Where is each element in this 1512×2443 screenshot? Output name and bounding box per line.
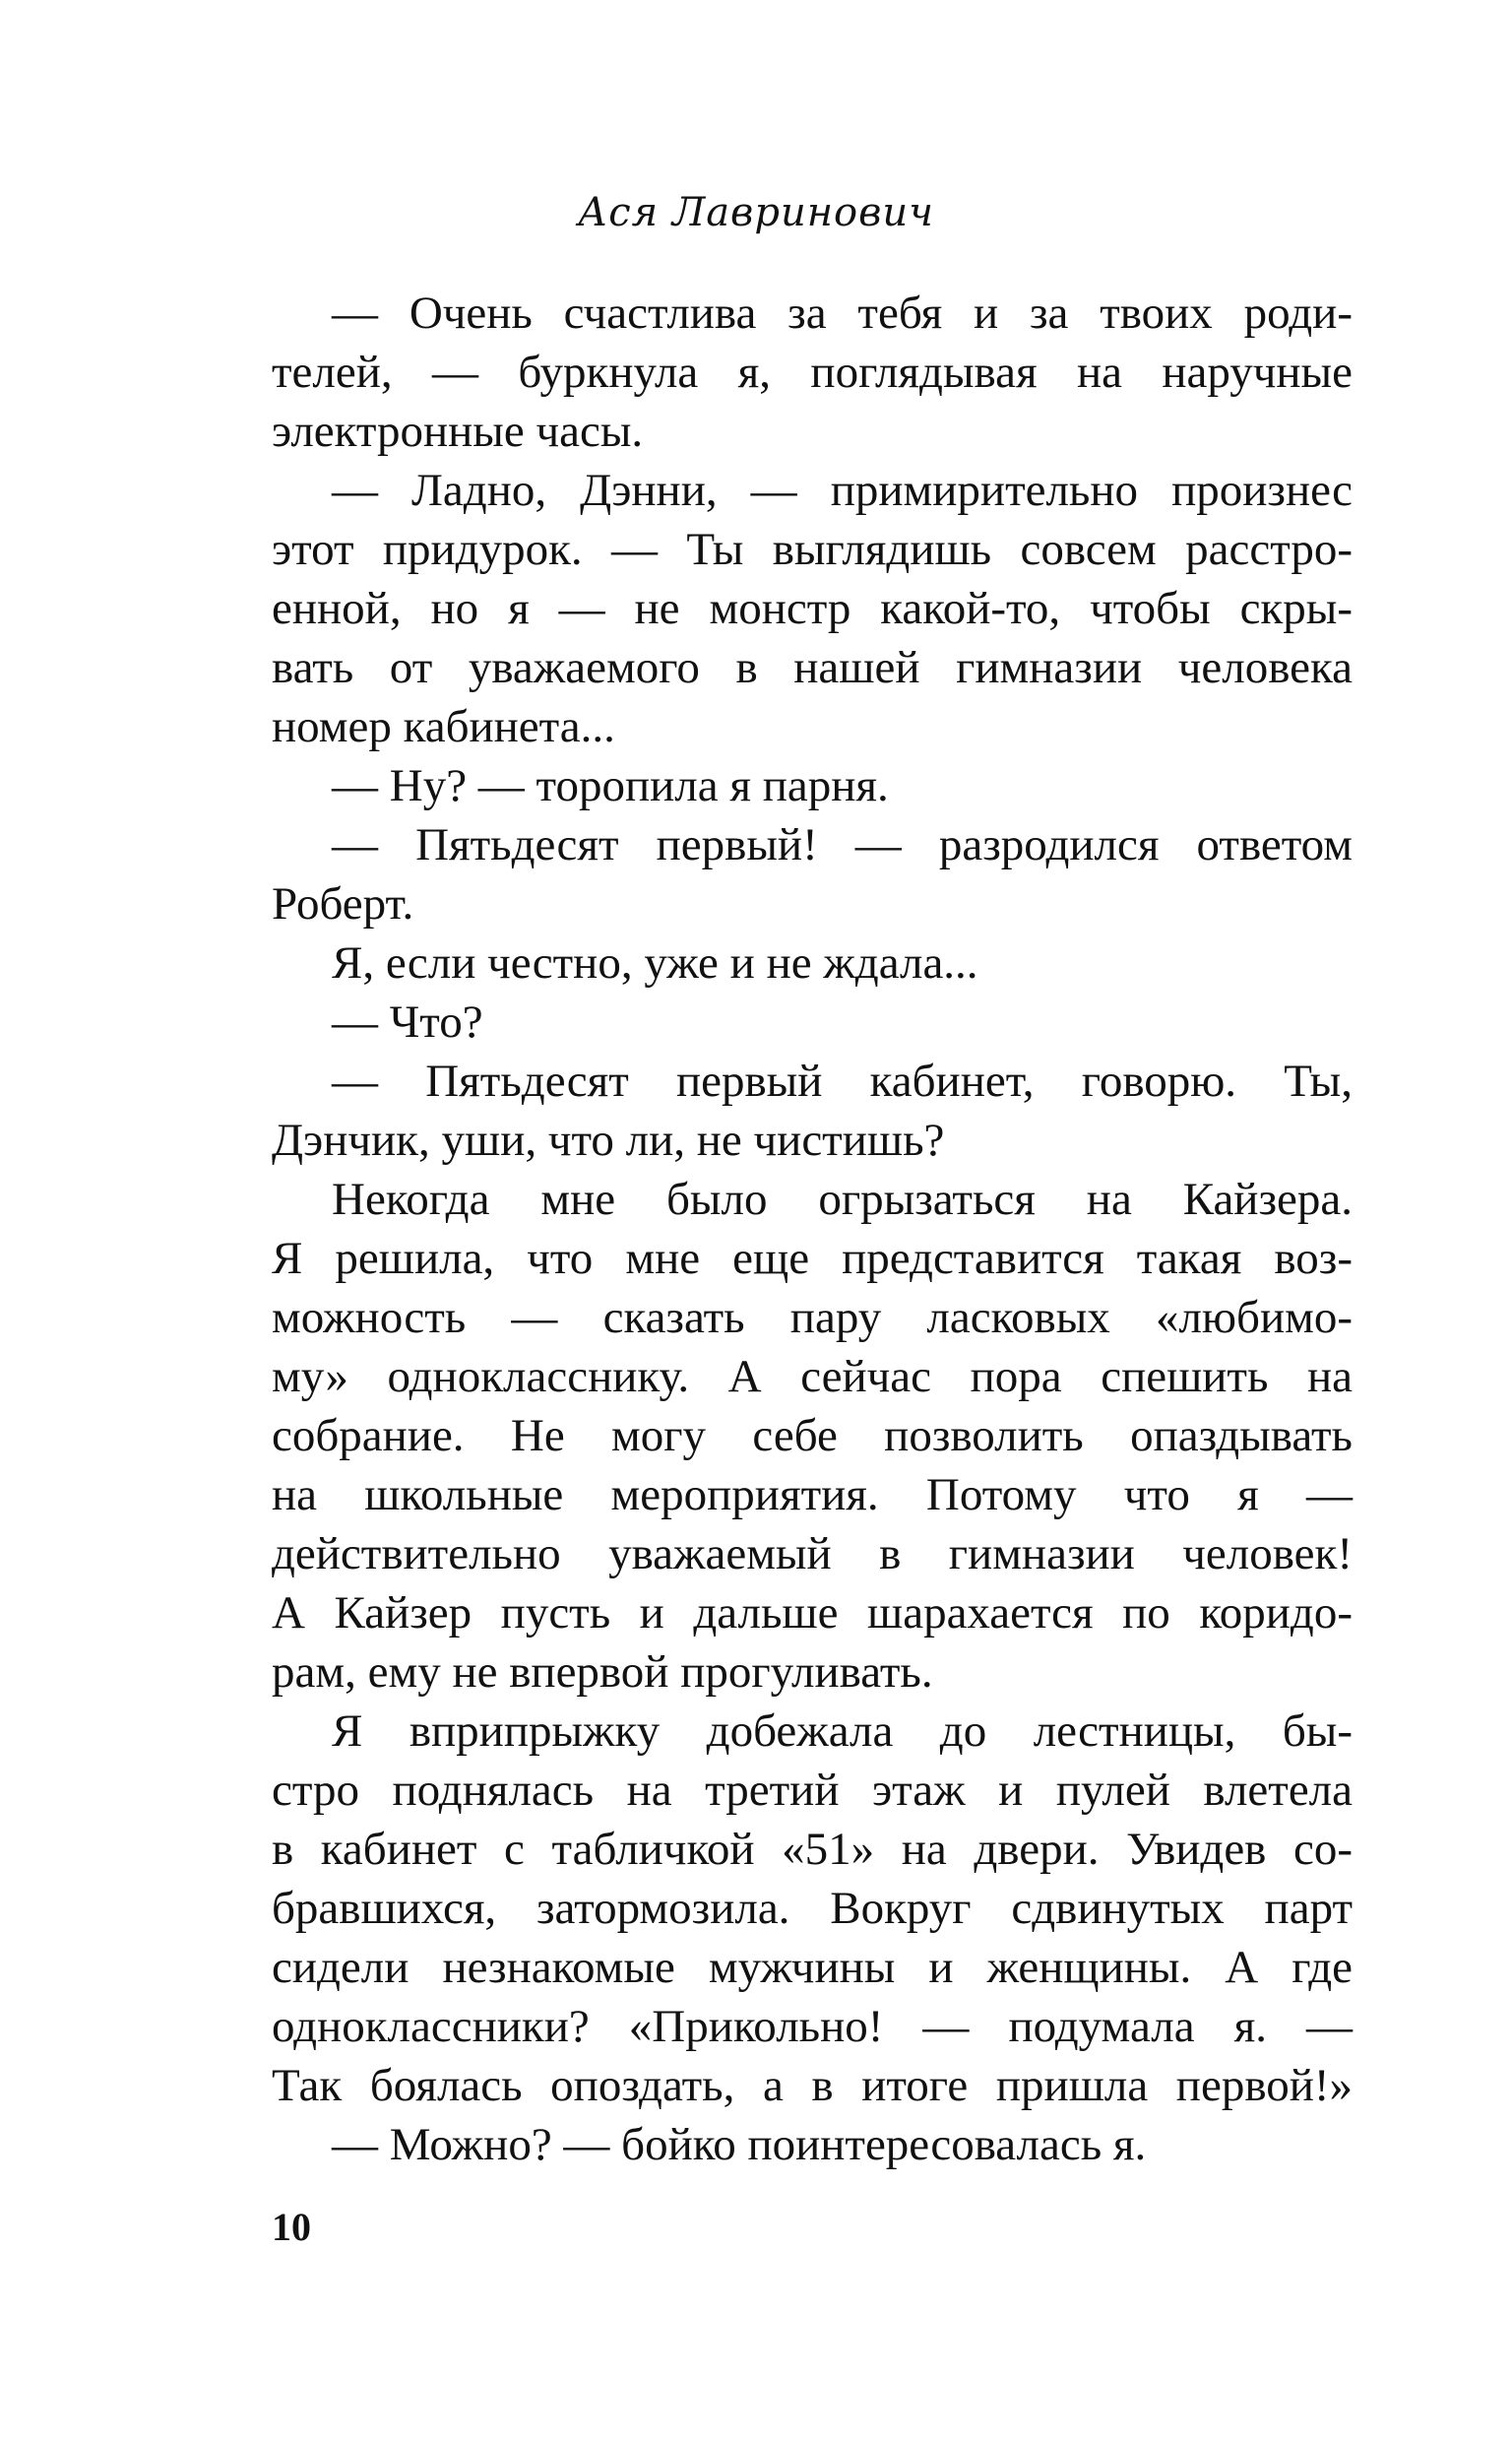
text-line: стро поднялась на третий этаж и пулей влетела	[272, 1765, 1353, 1816]
text-line: в кабинет с табличкой «51» на двери. Увидев со-	[272, 1824, 1353, 1875]
text-line: му» однокласснику. А сейчас пора спешить на	[272, 1351, 1353, 1402]
page-number: 10	[272, 2205, 311, 2249]
running-head-author: Ася Лавринович	[577, 190, 935, 235]
text-line: рам, ему не впервой прогуливать.	[272, 1646, 933, 1698]
text-line: Некогда мне было огрызаться на Кайзера.	[332, 1174, 1353, 1225]
text-line: Так боялась опоздать, а в итоге пришла первой!»	[272, 2060, 1353, 2111]
text-line: Я решила, что мне еще представится такая воз-	[272, 1233, 1353, 1284]
text-line: электронные часы.	[272, 406, 644, 457]
body-text	[272, 284, 1353, 2174]
text-line: этот придурок. — Ты выглядишь совсем расстро-	[272, 524, 1353, 575]
text-line: — Что?	[332, 996, 483, 1048]
text-line: А Кайзер пусть и дальше шарахается по коридо-	[272, 1587, 1353, 1639]
text-line: действительно уважаемый в гимназии человек!	[272, 1528, 1353, 1579]
text-line: сидели незнакомые мужчины и женщины. А где	[272, 1942, 1353, 1993]
text-line: — Можно? — бойко поинтересовалась я.	[332, 2119, 1147, 2170]
text-line: телей, — буркнула я, поглядывая на наручные	[272, 347, 1353, 398]
text-line: можность — сказать пару ласковых «любимо-	[272, 1292, 1353, 1343]
text-line: Роберт.	[272, 878, 414, 930]
text-line: вать от уважаемого в нашей гимназии человека	[272, 642, 1353, 693]
text-line: Дэнчик, уши, что ли, не чистишь?	[272, 1115, 945, 1166]
text-line: — Пятьдесят первый! — разродился ответом	[332, 819, 1353, 870]
text-line: — Очень счастлива за тебя и за твоих роди-	[332, 288, 1353, 339]
text-line: Я, если честно, уже и не ждала...	[332, 937, 978, 989]
text-line: одноклассники? «Прикольно! — подумала я. —	[272, 2001, 1353, 2052]
text-line: на школьные мероприятия. Потому что я —	[272, 1469, 1353, 1520]
text-line: енной, но я — не монстр какой-то, чтобы скры-	[272, 583, 1353, 634]
text-line: — Ну? — торопила я парня.	[332, 760, 889, 811]
text-line: — Пятьдесят первый кабинет, говорю. Ты,	[332, 1056, 1353, 1107]
text-line: собрание. Не могу себе позволить опаздывать	[272, 1410, 1353, 1461]
text-line: Я вприпрыжку добежала до лестницы, бы-	[332, 1705, 1353, 1757]
text-line: — Ладно, Дэнни, — примирительно произнес	[332, 465, 1353, 516]
text-line: номер кабинета...	[272, 701, 615, 752]
text-line: бравшихся, затормозила. Вокруг сдвинутых парт	[272, 1883, 1353, 1934]
